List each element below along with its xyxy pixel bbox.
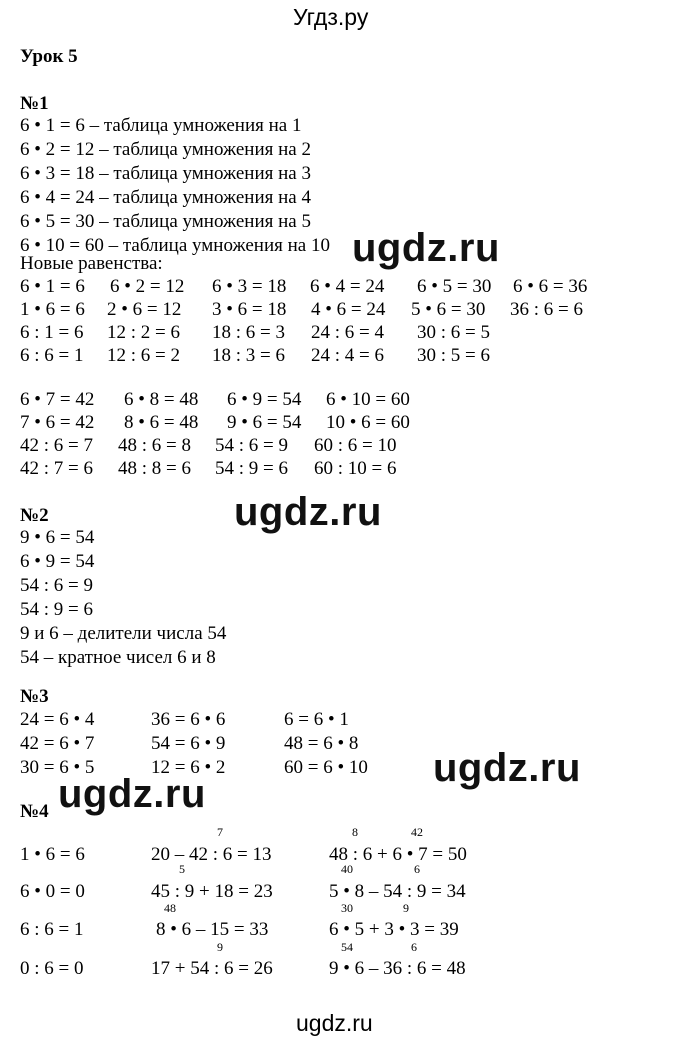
equation: 0 : 6 = 0 (20, 958, 84, 979)
equation: 42 : 7 = 6 (20, 458, 93, 479)
task2-line: 6 • 9 = 54 (20, 551, 95, 572)
equation: 6 • 7 = 42 (20, 389, 95, 410)
equation: 60 : 10 = 6 (314, 458, 397, 479)
intermediate-result: 7 (217, 825, 223, 839)
equation: 30 = 6 • 5 (20, 757, 95, 778)
lesson-title: Урок 5 (20, 46, 78, 67)
watermark: ugdz.ru (433, 746, 581, 790)
task2-line: 54 : 9 = 6 (20, 599, 93, 620)
task2-line: 54 : 6 = 9 (20, 575, 93, 596)
equation: 48 : 8 = 6 (118, 458, 191, 479)
equation: 3 • 6 = 18 (212, 299, 287, 320)
equation: 6 • 0 = 0 (20, 881, 85, 902)
equation: 9 • 6 = 54 (227, 412, 302, 433)
equation: 36 = 6 • 6 (151, 709, 226, 730)
equation: 12 : 2 = 6 (107, 322, 180, 343)
intermediate-result: 6 (411, 940, 417, 954)
task2-line: 9 • 6 = 54 (20, 527, 95, 548)
task3-number: №3 (20, 686, 49, 707)
site-header: Угдз.ру (293, 4, 369, 30)
intermediate-result: 8 (352, 825, 358, 839)
equation: 30 : 5 = 6 (417, 345, 490, 366)
equation: 18 : 3 = 6 (212, 345, 285, 366)
intermediate-result: 48 (164, 901, 176, 915)
equation: 45 : 9 + 18 = 23 (151, 881, 273, 902)
equation: 5 • 8 – 54 : 9 = 34 (329, 881, 466, 902)
equation: 6 : 6 = 1 (20, 919, 84, 940)
intermediate-result: 5 (179, 862, 185, 876)
equation: 48 : 6 = 8 (118, 435, 191, 456)
equation: 6 • 1 = 6 (20, 276, 85, 297)
equation: 6 : 1 = 6 (20, 322, 84, 343)
equation: 9 • 6 – 36 : 6 = 48 (329, 958, 466, 979)
task1-line: 6 • 10 = 60 – таблица умножения на 10 (20, 235, 330, 256)
equation: 30 : 6 = 5 (417, 322, 490, 343)
equation: 48 = 6 • 8 (284, 733, 359, 754)
task1-line: 6 • 1 = 6 – таблица умножения на 1 (20, 115, 302, 136)
equation: 1 • 6 = 6 (20, 299, 85, 320)
equation: 8 • 6 – 15 = 33 (156, 919, 269, 940)
new-equalities-label: Новые равенства: (20, 253, 163, 274)
equation: 36 : 6 = 6 (510, 299, 583, 320)
site-footer: ugdz.ru (296, 1010, 373, 1036)
equation: 54 : 6 = 9 (215, 435, 288, 456)
equation: 6 • 2 = 12 (110, 276, 185, 297)
equation: 6 = 6 • 1 (284, 709, 349, 730)
equation: 2 • 6 = 12 (107, 299, 182, 320)
task1-line: 6 • 2 = 12 – таблица умножения на 2 (20, 139, 311, 160)
equation: 4 • 6 = 24 (311, 299, 386, 320)
equation: 20 – 42 : 6 = 13 (151, 844, 272, 865)
equation: 42 = 6 • 7 (20, 733, 95, 754)
watermark: ugdz.ru (58, 772, 206, 816)
task1-line: 6 • 4 = 24 – таблица умножения на 4 (20, 187, 311, 208)
task4-number: №4 (20, 801, 49, 822)
equation: 42 : 6 = 7 (20, 435, 93, 456)
equation: 24 : 6 = 4 (311, 322, 384, 343)
intermediate-result: 42 (411, 825, 423, 839)
task2-line: 54 – кратное чисел 6 и 8 (20, 647, 216, 668)
equation: 18 : 6 = 3 (212, 322, 285, 343)
equation: 6 • 6 = 36 (513, 276, 588, 297)
equation: 24 = 6 • 4 (20, 709, 95, 730)
task1-number: №1 (20, 93, 49, 114)
equation: 60 : 6 = 10 (314, 435, 397, 456)
equation: 10 • 6 = 60 (326, 412, 410, 433)
equation: 54 : 9 = 6 (215, 458, 288, 479)
equation: 54 = 6 • 9 (151, 733, 226, 754)
intermediate-result: 40 (341, 862, 353, 876)
equation: 6 • 4 = 24 (310, 276, 385, 297)
equation: 60 = 6 • 10 (284, 757, 368, 778)
watermark: ugdz.ru (352, 226, 500, 270)
intermediate-result: 54 (341, 940, 353, 954)
equation: 24 : 4 = 6 (311, 345, 384, 366)
equation: 6 • 9 = 54 (227, 389, 302, 410)
equation: 12 : 6 = 2 (107, 345, 180, 366)
equation: 48 : 6 + 6 • 7 = 50 (329, 844, 467, 865)
equation: 5 • 6 = 30 (411, 299, 486, 320)
equation: 6 • 10 = 60 (326, 389, 410, 410)
equation: 7 • 6 = 42 (20, 412, 95, 433)
equation: 6 • 8 = 48 (124, 389, 199, 410)
equation: 8 • 6 = 48 (124, 412, 199, 433)
equation: 1 • 6 = 6 (20, 844, 85, 865)
equation: 12 = 6 • 2 (151, 757, 226, 778)
intermediate-result: 30 (341, 901, 353, 915)
task2-number: №2 (20, 505, 49, 526)
intermediate-result: 6 (414, 862, 420, 876)
task1-line: 6 • 3 = 18 – таблица умножения на 3 (20, 163, 311, 184)
equation: 6 • 5 + 3 • 3 = 39 (329, 919, 459, 940)
equation: 17 + 54 : 6 = 26 (151, 958, 273, 979)
task1-line: 6 • 5 = 30 – таблица умножения на 5 (20, 211, 311, 232)
task2-line: 9 и 6 – делители числа 54 (20, 623, 227, 644)
intermediate-result: 9 (217, 940, 223, 954)
intermediate-result: 9 (403, 901, 409, 915)
equation: 6 • 3 = 18 (212, 276, 287, 297)
watermark: ugdz.ru (234, 490, 382, 534)
equation: 6 • 5 = 30 (417, 276, 492, 297)
equation: 6 : 6 = 1 (20, 345, 84, 366)
